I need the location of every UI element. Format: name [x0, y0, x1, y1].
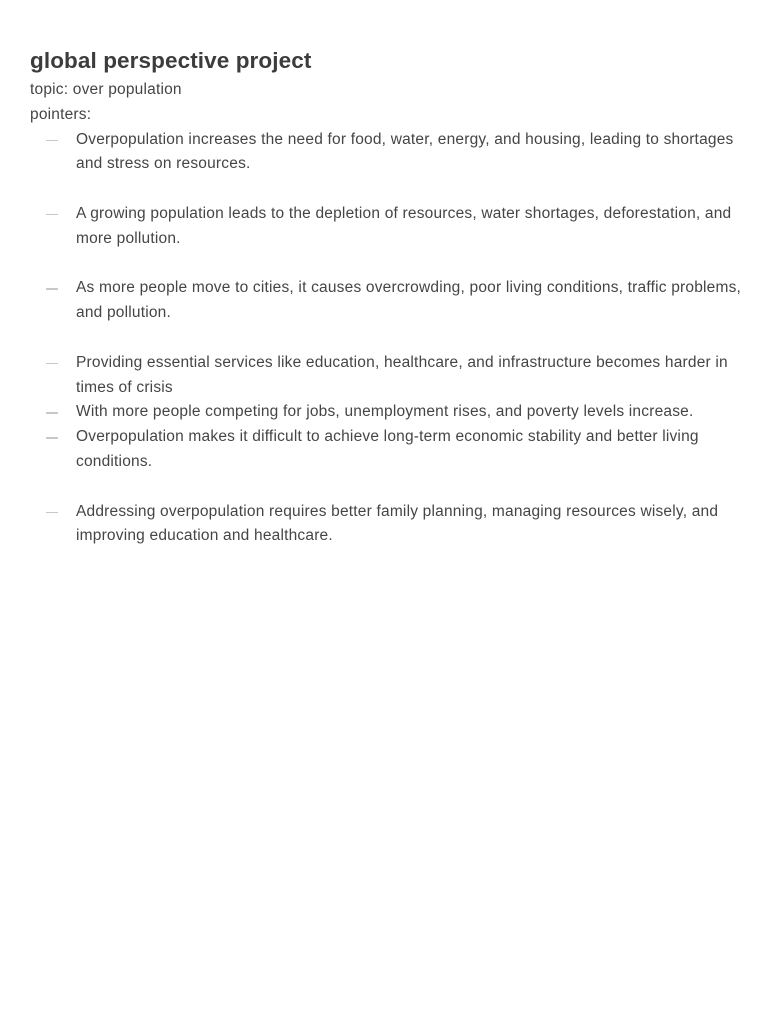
pointer-list — [30, 128, 746, 550]
pointers-label[interactable]: pointers: — [30, 105, 92, 123]
list-item-text: Providing essential services like education, healthcare, and infrastructure becomes harder in times of crisis — [76, 353, 728, 396]
list-item[interactable] — [30, 202, 746, 252]
list-item[interactable] — [30, 128, 746, 178]
dash-bullet-icon — [46, 363, 58, 365]
list-item-text: A growing population leads to the depletion of resources, water shortages, deforestation, and more pollution. — [76, 204, 732, 247]
list-item-text: Overpopulation increases the need for food, water, energy, and housing, leading to shortages and stress on resources. — [76, 130, 734, 173]
dash-bullet-icon — [46, 412, 58, 414]
list-item-text: Addressing overpopulation requires better family planning, managing resources wisely, and improving education and healthcare. — [76, 502, 719, 545]
note-title[interactable]: global perspective project — [30, 48, 312, 73]
list-item[interactable] — [30, 500, 746, 550]
dash-bullet-icon — [46, 214, 58, 216]
topic-line[interactable]: topic: over population — [30, 81, 182, 98]
list-item-text: Overpopulation makes it difficult to achieve long-term economic stability and better living conditions. — [76, 428, 699, 470]
dash-bullet-icon — [46, 140, 58, 142]
list-item[interactable] — [30, 351, 746, 401]
list-item[interactable] — [30, 276, 746, 326]
note-body[interactable] — [30, 44, 746, 549]
dash-bullet-icon — [46, 288, 58, 290]
list-item[interactable] — [30, 400, 746, 425]
list-item-text: As more people move to cities, it causes overcrowding, poor living conditions, traffic problems, and pollution. — [76, 279, 742, 322]
dash-bullet-icon — [46, 437, 58, 439]
list-item-text: With more people competing for jobs, unemployment rises, and poverty levels increase. — [76, 403, 694, 421]
list-item[interactable] — [30, 425, 746, 475]
dash-bullet-icon — [46, 512, 58, 514]
